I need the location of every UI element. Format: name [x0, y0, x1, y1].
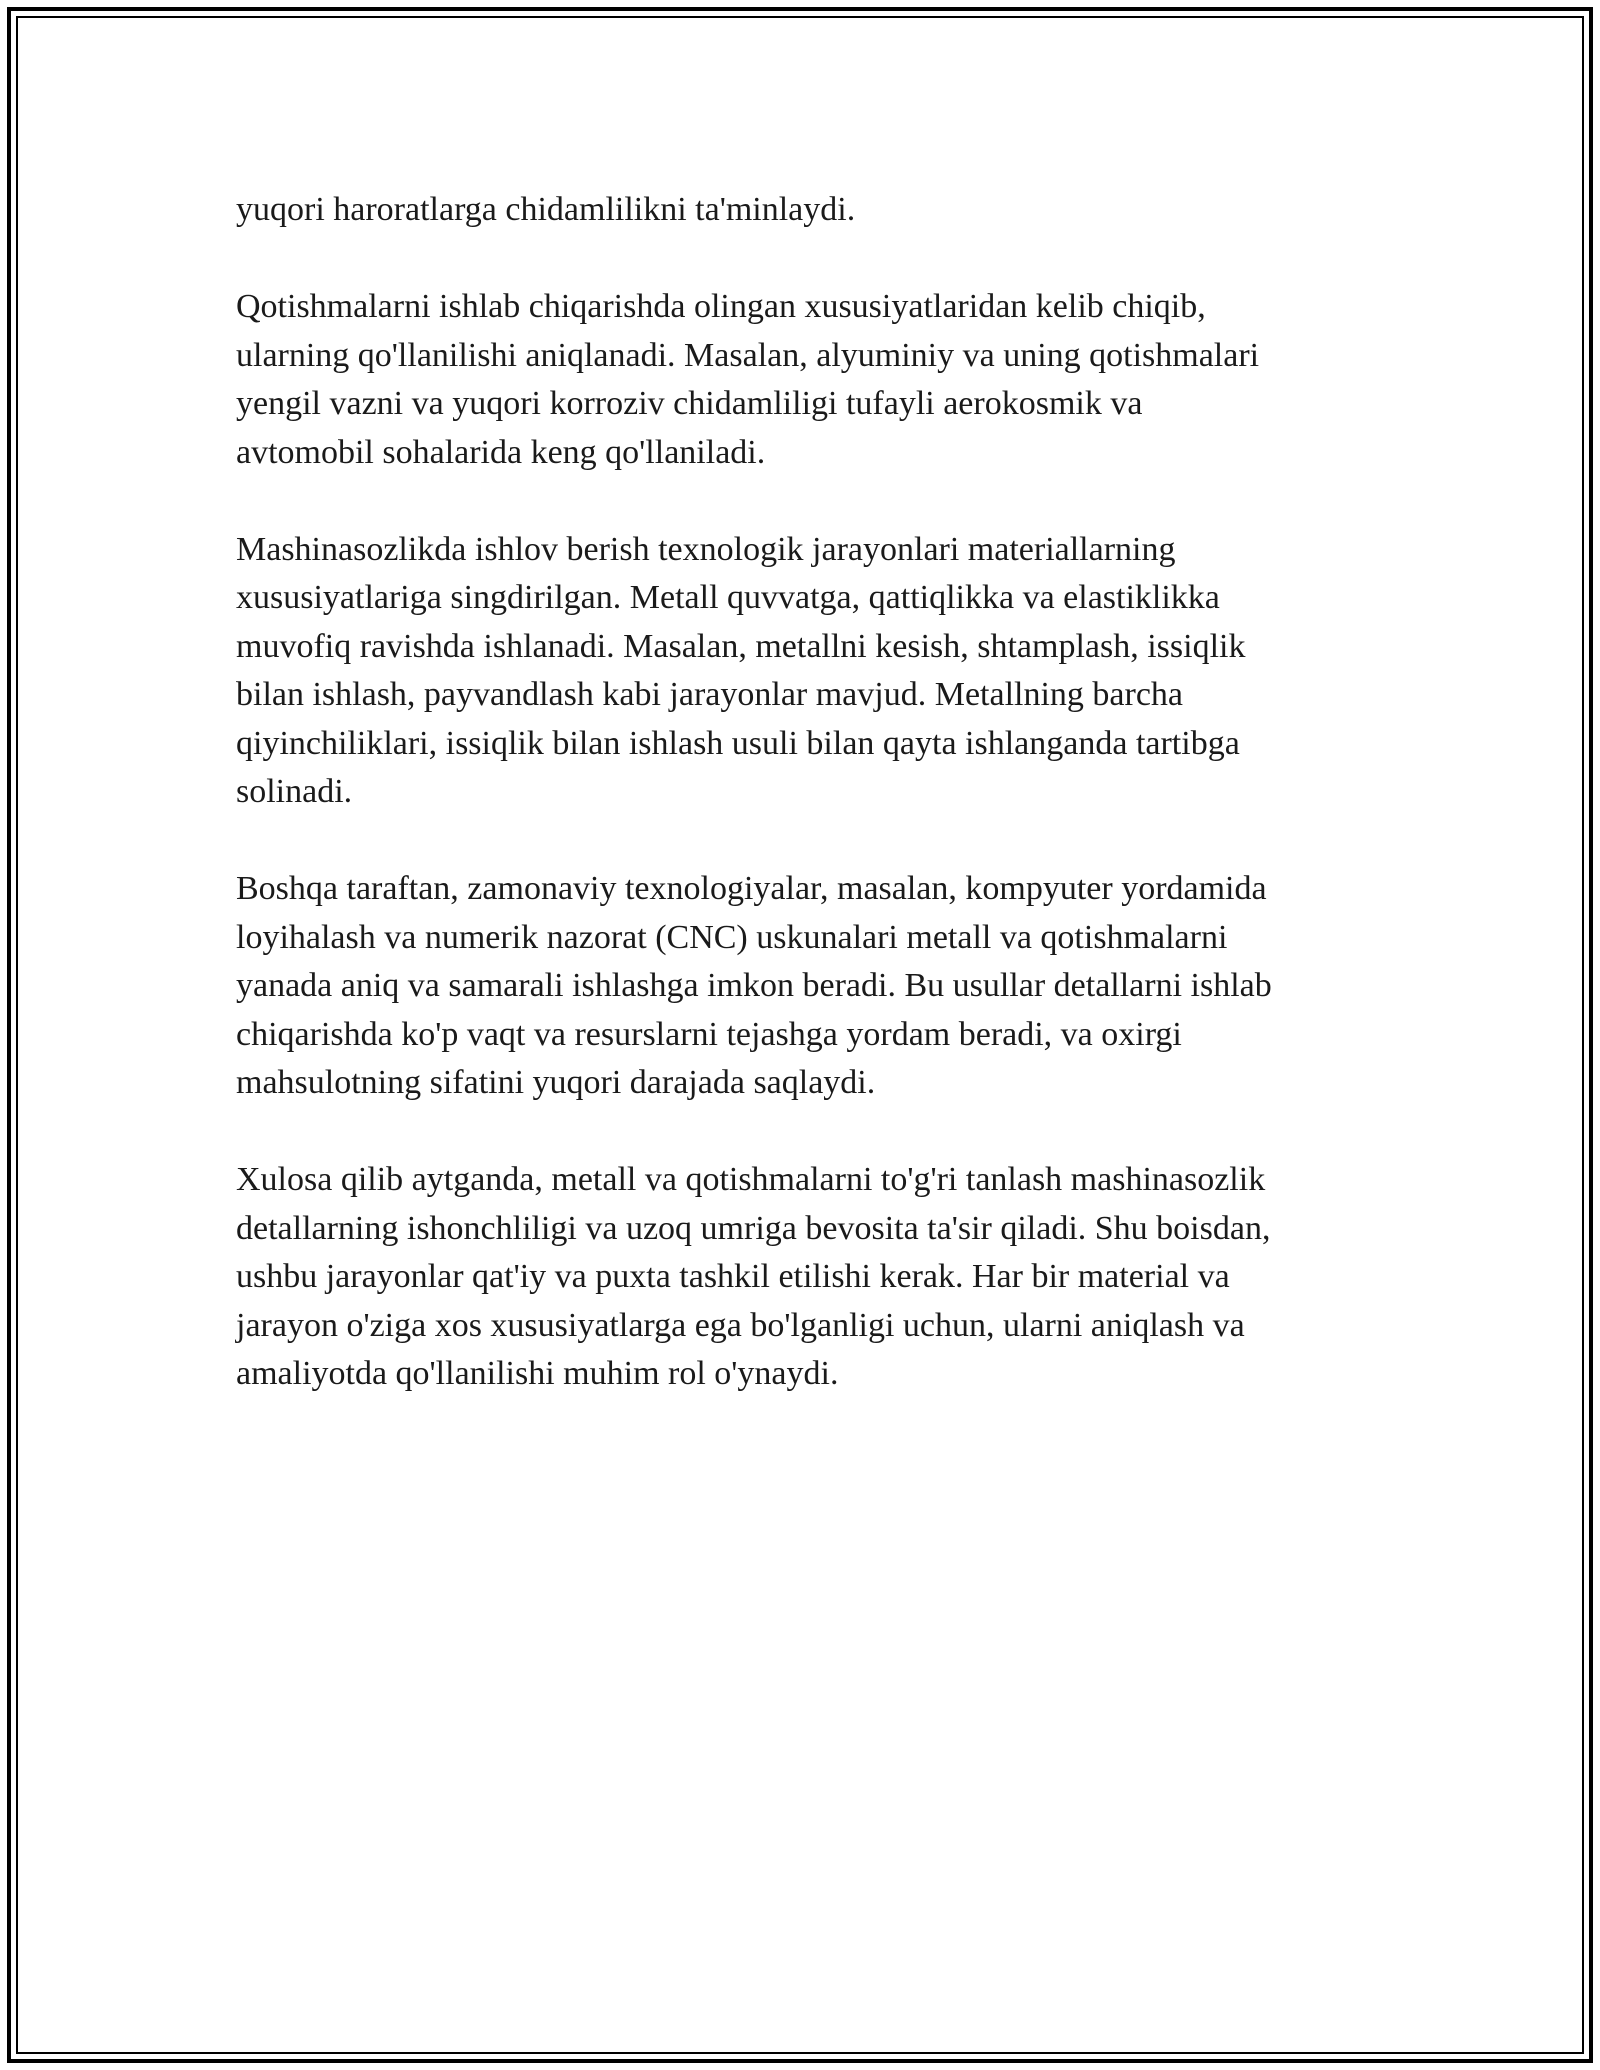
- paragraph-3: Mashinasozlikda ishlov berish texnologik jarayonlari materiallarning xususiyatlariga singdirilgan. Metall quvvatga, qattiqlikka va elastiklikka muvofiq ravishda ishlanadi. Masalan, metallni kesish, shtamplash, issiqlik bilan ishlash, payvandlash kabi jarayonlar mavjud. Metallning barcha qiyinchiliklari, issiqlik bilan ishlash usuli bilan qayta ishlanganda tartibga solinadi.: [236, 530, 1246, 810]
- paragraph-5: Xulosa qilib aytganda, metall va qotishmalarni to'g'ri tanlash mashinasozlik detallarning ishonchliligi va uzoq umriga bevosita ta'sir qiladi. Shu boisdan, ushbu jarayonlar qat'iy va puxta tashkil etilishi kerak. Har bir material va jarayon o'ziga xos xususiyatlarga ega bo'lganligi uchun, ularni aniqlash va amaliyotda qo'llanilishi muhim rol o'ynaydi.: [236, 1161, 1271, 1392]
- paragraph-2: Qotishmalarni ishlab chiqarishda olingan xususiyatlaridan kelib chiqib, ularning qo'llanilishi aniqlanadi. Masalan, alyuminiy va uning qotishmalari yengil vazni va yuqori korroziv chidamliligi tufayli aerokosmik va avtomobil sohalarida keng qo'llaniladi.: [236, 288, 1260, 471]
- document-body: [236, 186, 1366, 1447]
- paragraph-4: Boshqa taraftan, zamonaviy texnologiyalar, masalan, kompyuter yordamida loyihalash va numerik nazorat (CNC) uskunalari metall va qotishmalarni yanada aniq va samarali ishlashga imkon beradi. Bu usullar detallarni ishlab chiqarishda ko'p vaqt va resurslarni tejashga yordam beradi, va oxirgi mahsulotning sifatini yuqori darajada saqlaydi.: [236, 870, 1272, 1101]
- paragraph-1: yuqori haroratlarga chidamlilikni ta'minlaydi.: [236, 191, 856, 228]
